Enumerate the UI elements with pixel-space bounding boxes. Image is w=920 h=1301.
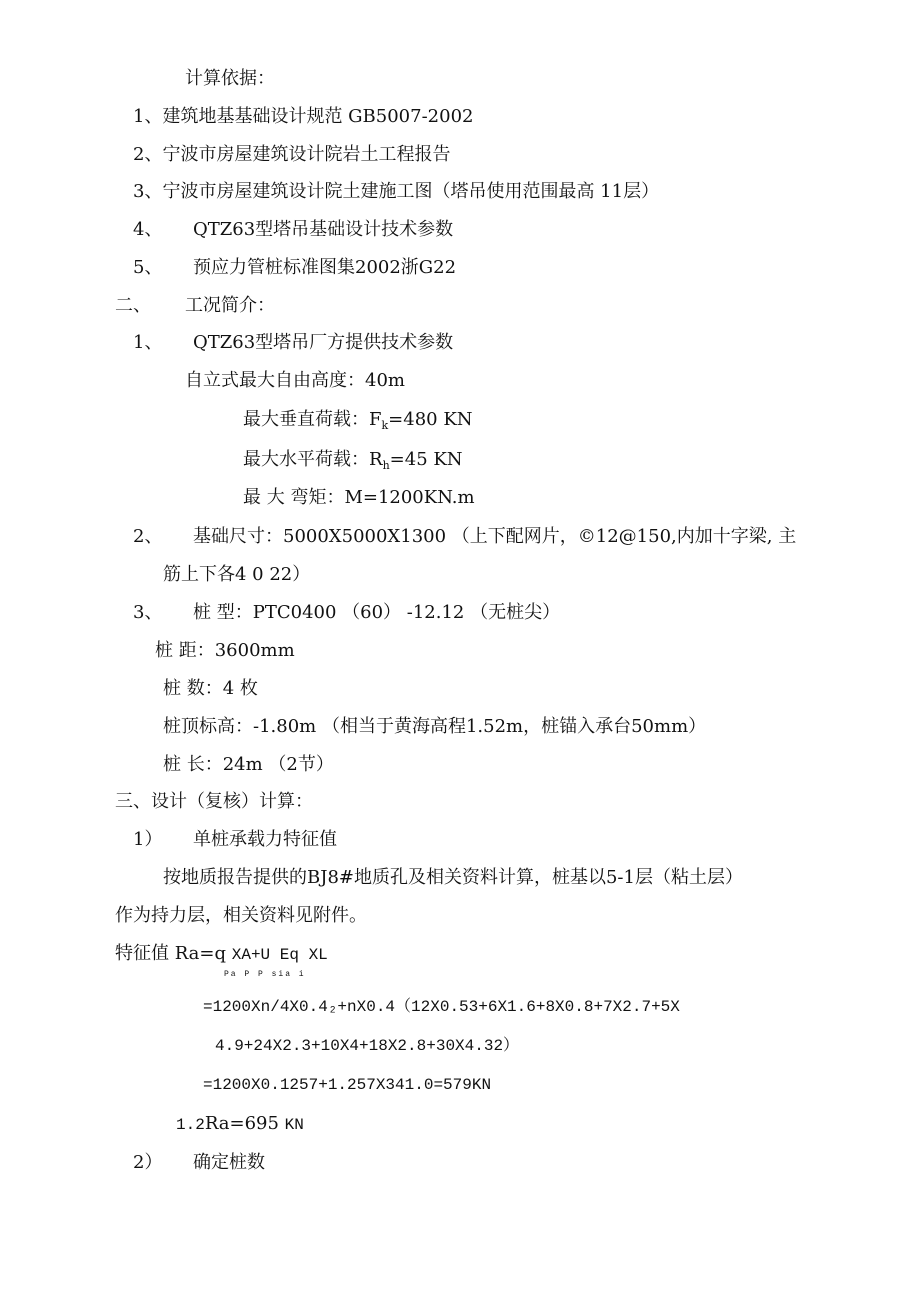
vertical-load: 最大垂直荷载：$F_k=480$ KN bbox=[243, 409, 473, 432]
formula-line-1: =1200Xn/4X0.4₂+nX0.4（12X0.53+6X1.6+8X0.8+7X2.7+5X bbox=[203, 998, 680, 1016]
basis-item-text: QTZ63型塔吊基础设计技术参数 bbox=[193, 219, 454, 240]
item-3-2 bbox=[133, 1151, 265, 1175]
item-2-1 bbox=[133, 331, 454, 355]
free-height: 自立式最大自由高度：40m bbox=[185, 370, 405, 391]
paragraph-line-1: 按地质报告提供的BJ8#地质孔及相关资料计算，桩基以5-1层（粘土层） bbox=[163, 867, 743, 888]
pile-count: 桩 数：4 枚 bbox=[163, 678, 258, 699]
formula-subscripts: Pa P P sia i bbox=[224, 970, 306, 979]
basis-item-text: 预应力管桩标准图集2002浙G22 bbox=[193, 257, 457, 278]
basis-heading: 计算依据： bbox=[185, 68, 275, 89]
section-3-heading: 三、设计（复核）计算： bbox=[115, 791, 313, 812]
basis-item-num: 2、 bbox=[133, 144, 163, 165]
item-2-2 bbox=[133, 525, 797, 549]
formula-line-4: 1.2Ra=695 KN bbox=[176, 1113, 304, 1134]
item-text: 确定桩数 bbox=[193, 1152, 265, 1173]
basis-item-num: 1、 bbox=[133, 106, 163, 127]
item-3-1 bbox=[133, 828, 337, 852]
pile-spacing: 桩 距：3600mm bbox=[155, 640, 295, 661]
section-title: 工况简介： bbox=[185, 295, 275, 316]
item-num: 1、 bbox=[133, 332, 163, 353]
basis-item-num: 4、 bbox=[133, 219, 163, 240]
section-2-heading bbox=[115, 294, 275, 318]
item-2-3 bbox=[133, 601, 561, 625]
item-num: 1） bbox=[133, 829, 163, 850]
basis-item-text: 宁波市房屋建筑设计院土建施工图（塔吊使用范围最高 11层） bbox=[162, 181, 660, 202]
basis-item-5 bbox=[133, 256, 457, 280]
pile-top-elevation: 桩顶标高：-1.80m （相当于黄海高程1.52m，桩锚入承台50mm） bbox=[163, 716, 707, 737]
basis-item-4 bbox=[133, 218, 454, 242]
formula-line-2: 4.9+24X2.3+10X4+18X2.8+30X4.32） bbox=[215, 1037, 520, 1055]
item-num: 3、 bbox=[133, 602, 163, 623]
item-2-2-continued: 筋上下各4 0 22） bbox=[163, 564, 311, 585]
item-text: 桩 型：PTC0400 （60） -12.12 （无桩尖） bbox=[193, 602, 561, 623]
basis-item-text: 宁波市房屋建筑设计院岩土工程报告 bbox=[162, 144, 451, 165]
paragraph-line-2: 作为持力层，相关资料见附件。 bbox=[115, 905, 367, 926]
item-text: 单桩承载力特征值 bbox=[193, 829, 337, 850]
max-moment: 最 大 弯矩：M=1200KN.m bbox=[243, 487, 475, 508]
item-num: 2） bbox=[133, 1152, 163, 1173]
item-num: 2、 bbox=[133, 526, 163, 547]
basis-item-num: 3、 bbox=[133, 181, 163, 202]
formula-expression: XA+U Eq XL bbox=[231, 946, 328, 964]
basis-item-1 bbox=[133, 105, 473, 129]
basis-item-3 bbox=[133, 180, 659, 204]
formula-line-3: =1200X0.1257+1.257X341.0=579KN bbox=[203, 1076, 492, 1094]
section-num: 二、 bbox=[115, 295, 151, 316]
basis-item-num: 5、 bbox=[133, 257, 163, 278]
basis-item-text: 建筑地基基础设计规范 GB5007-2002 bbox=[162, 106, 474, 127]
item-text: 基础尺寸：5000X5000X1300 （上下配网片，©12@150,内加十字梁, 主 bbox=[193, 526, 797, 547]
horizontal-load: 最大水平荷载：$R_h=45$ KN bbox=[243, 449, 463, 472]
item-text: QTZ63型塔吊厂方提供技术参数 bbox=[193, 332, 454, 353]
basis-item-2 bbox=[133, 143, 450, 167]
formula-label: 特征值 Ra=q bbox=[115, 943, 232, 964]
formula-main bbox=[115, 942, 328, 967]
pile-length: 桩 长：24m （2节） bbox=[163, 754, 334, 775]
